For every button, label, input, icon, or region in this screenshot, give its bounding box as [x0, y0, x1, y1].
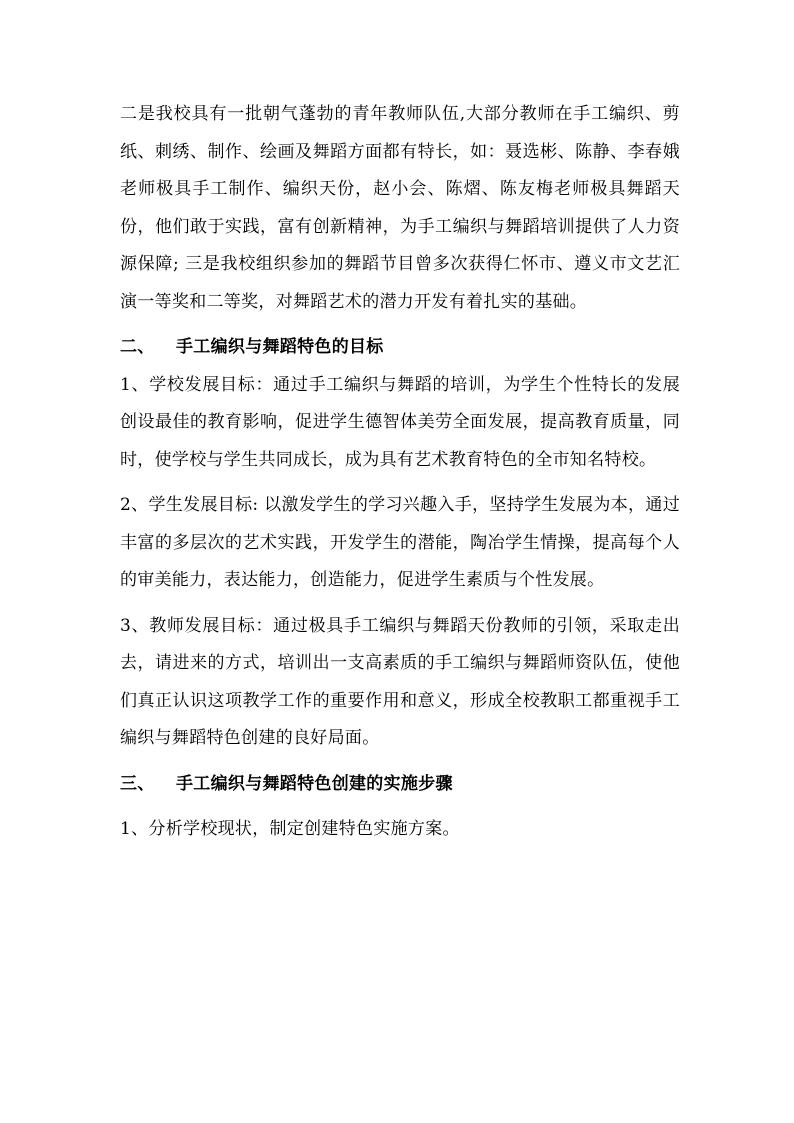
paragraph-step-1: 1、分析学校现状，制定创建特色实施方案。 [120, 819, 460, 839]
spacer [120, 803, 680, 811]
spacer [120, 479, 680, 487]
section-heading-goals [120, 329, 680, 367]
paragraph-student-goal: 2、学生发展目标: 以激发学生的学习兴趣入手，坚持学生发展为本，通过丰富的多层次的艺术实践，开发学生的潜能，陶冶学生情操，提高每个人的审美能力，表达能力，创造能力，促进学生素质与个性发展。 [120, 495, 680, 590]
spacer [120, 758, 680, 766]
spacer [120, 600, 680, 608]
paragraph-school-goal: 1、学校发展目标：通过手工编织与舞蹈的培训，为学生个性特长的发展创设最佳的教育影响，促进学生德智体美劳全面发展，提高教育质量，同时，使学校与学生共同成长，成为具有艺术教育特色的全市知名特校。 [120, 374, 680, 470]
section-number: 三、 [120, 773, 155, 794]
paragraph-teachers: 二是我校具有一批朝气蓬勃的青年教师队伍,大部分教师在手工编织、剪纸、刺绣、制作、绘画及舞蹈方面都有特长，如：聂选彬、陈静、李春娥老师极具手工制作、编织天份，赵小会、陈熠、陈友梅老师极具舞蹈天份，他们敢于实践，富有创新精神，为手工编织与舞蹈培训提供了人力资源保障; 三是我校组织参加的舞蹈节目曾多次获得仁怀市、遵义市文艺汇演一等奖和二等奖，对舞蹈艺术的潜力开发有着扎实的基础。 [120, 104, 680, 312]
section-title: 手工编织与舞蹈特色创建的实施步骤 [176, 773, 453, 794]
paragraph-teacher-goal: 3、教师发展目标：通过极具手工编织与舞蹈天份教师的引领，采取走出去，请进来的方式，培训出一支高素质的手工编织与舞蹈师资队伍，使他们真正认识这项教学工作的重要作用和意义，形成全校教职工都重视手工编织与舞蹈特色创建的良好局面。 [120, 615, 680, 748]
section-number: 二、 [120, 337, 155, 357]
section-title: 手工编织与舞蹈特色的目标 [176, 337, 384, 357]
section-heading-steps [120, 766, 680, 804]
spacer [120, 321, 680, 329]
document-body [120, 96, 680, 849]
